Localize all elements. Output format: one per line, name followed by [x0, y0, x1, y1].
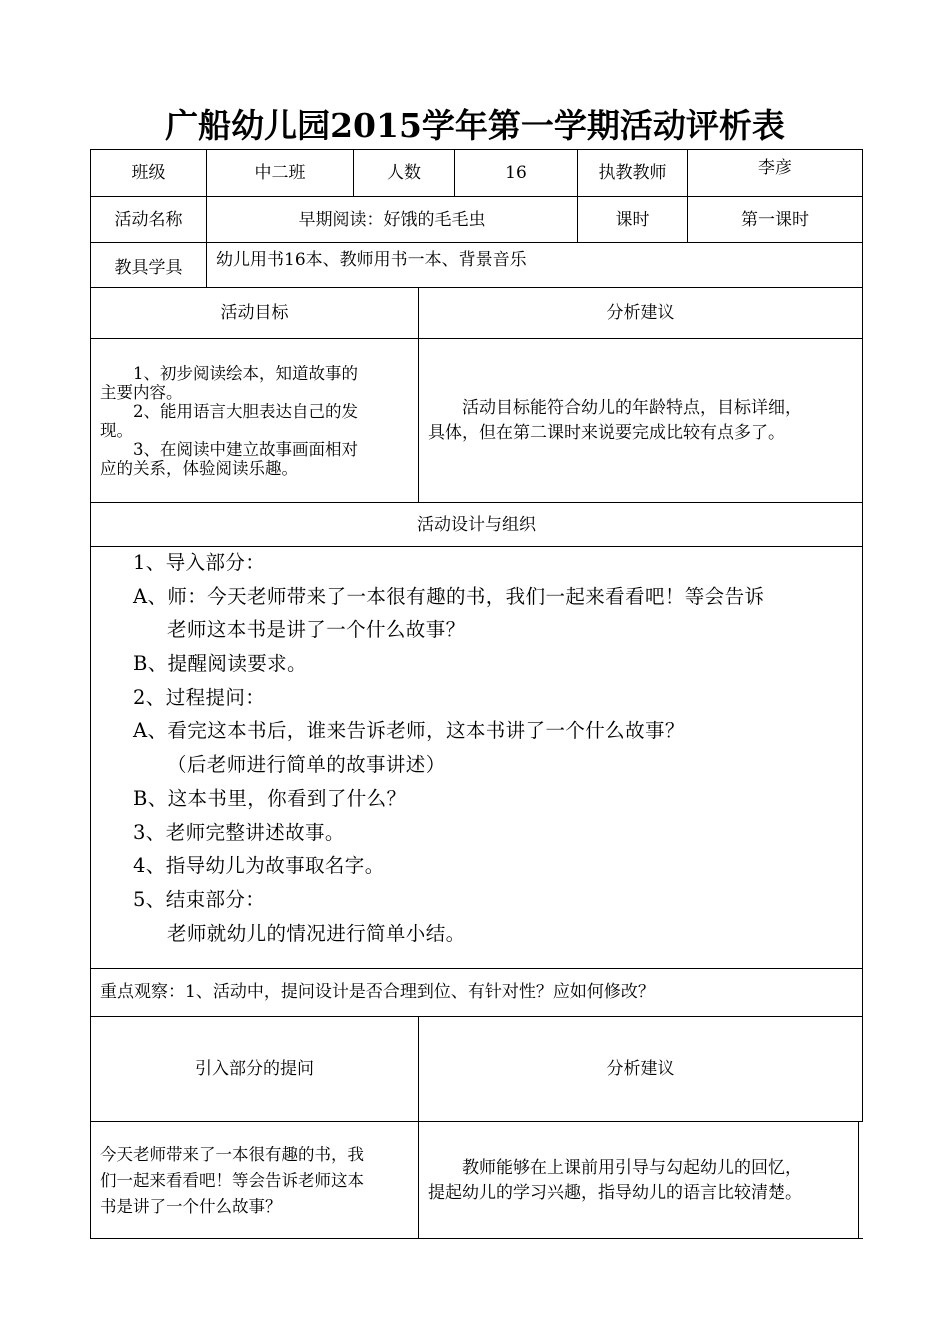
- teacher-value: 李彦: [758, 158, 792, 178]
- design-line: 2、过程提问：: [133, 685, 266, 709]
- period-label: 课时: [615, 209, 650, 230]
- intro-analysis-line: 教师能够在上课前用引导与勾起幼儿的回忆，: [428, 1158, 802, 1178]
- page-title: 广船幼儿园2015学年第一学期活动评析表: [165, 106, 785, 145]
- design-header: 活动设计与组织: [417, 514, 536, 535]
- intro-question-line: 书是讲了一个什么故事？: [100, 1197, 282, 1216]
- count-value: 16: [505, 163, 527, 183]
- period-value: 第一课时: [741, 209, 809, 230]
- intro-question: [100, 1142, 415, 1220]
- goals-analysis-header: 分析建议: [606, 303, 675, 323]
- materials-label: 教具学具: [114, 258, 183, 278]
- design-line: 老师这本书是讲了一个什么故事？: [167, 618, 466, 642]
- goal-item-line: 1、初步阅读绘本，知道故事的: [100, 364, 358, 383]
- intro-analysis-line: 提起幼儿的学习兴趣，指导幼儿的语言比较清楚。: [428, 1183, 802, 1203]
- intro-question-line: 今天老师带来了一本很有趣的书，我: [100, 1145, 364, 1164]
- design-line: 老师就幼儿的情况进行简单小结。: [167, 921, 466, 945]
- design-line: 3、老师完整讲述故事。: [133, 820, 345, 844]
- design-content: [133, 546, 853, 950]
- design-line: 4、指导幼儿为故事取名字。: [133, 854, 385, 878]
- intro-analysis: [428, 1156, 858, 1206]
- design-line: A、看完这本书后，谁来告诉老师，这本书讲了一个什么故事？: [133, 719, 685, 743]
- activity-label: 活动名称: [114, 209, 183, 230]
- intro-question-line: 们一起来看看吧！等会告诉老师这本: [100, 1171, 364, 1190]
- materials-value: 幼儿用书16本、教师用书一本、背景音乐: [216, 250, 527, 270]
- design-line: （后老师进行简单的故事讲述）: [167, 753, 446, 777]
- design-line: B、提醒阅读要求。: [133, 652, 307, 676]
- design-line: 5、结束部分：: [133, 887, 266, 911]
- goals-analysis-line: 具体，但在第二课时来说要完成比较有点多了。: [428, 423, 785, 443]
- class-value: 中二班: [254, 163, 306, 183]
- goals-analysis: [428, 396, 860, 446]
- goal-item-line: 应的关系，体验阅读乐趣。: [100, 459, 298, 478]
- goal-item-line: 2、能用语言大胆表达自己的发: [100, 402, 358, 421]
- goals-list: [100, 364, 415, 478]
- goal-item-line: 现。: [100, 421, 133, 440]
- design-line: B、这本书里，你看到了什么？: [133, 786, 407, 810]
- intro-question-header: 引入部分的提问: [195, 1059, 314, 1079]
- class-label: 班级: [131, 163, 166, 183]
- count-label: 人数: [387, 163, 421, 183]
- goals-analysis-line: 活动目标能符合幼儿的年龄特点，目标详细，: [428, 398, 802, 418]
- goals-header: 活动目标: [220, 303, 289, 323]
- goal-item-line: 主要内容。: [100, 383, 183, 402]
- focus-observation: 重点观察：1、活动中，提问设计是否合理到位、有针对性？应如何修改？: [100, 982, 655, 1002]
- teacher-label: 执教教师: [598, 163, 667, 183]
- intro-analysis-header: 分析建议: [606, 1059, 675, 1079]
- activity-value: 早期阅读：好饿的毛毛虫: [298, 209, 486, 230]
- design-line: 1、导入部分：: [133, 551, 266, 574]
- goal-item-line: 3、在阅读中建立故事画面相对: [100, 440, 358, 459]
- design-line: A、师：今天老师带来了一本很有趣的书，我们一起来看看吧！等会告诉: [133, 584, 765, 608]
